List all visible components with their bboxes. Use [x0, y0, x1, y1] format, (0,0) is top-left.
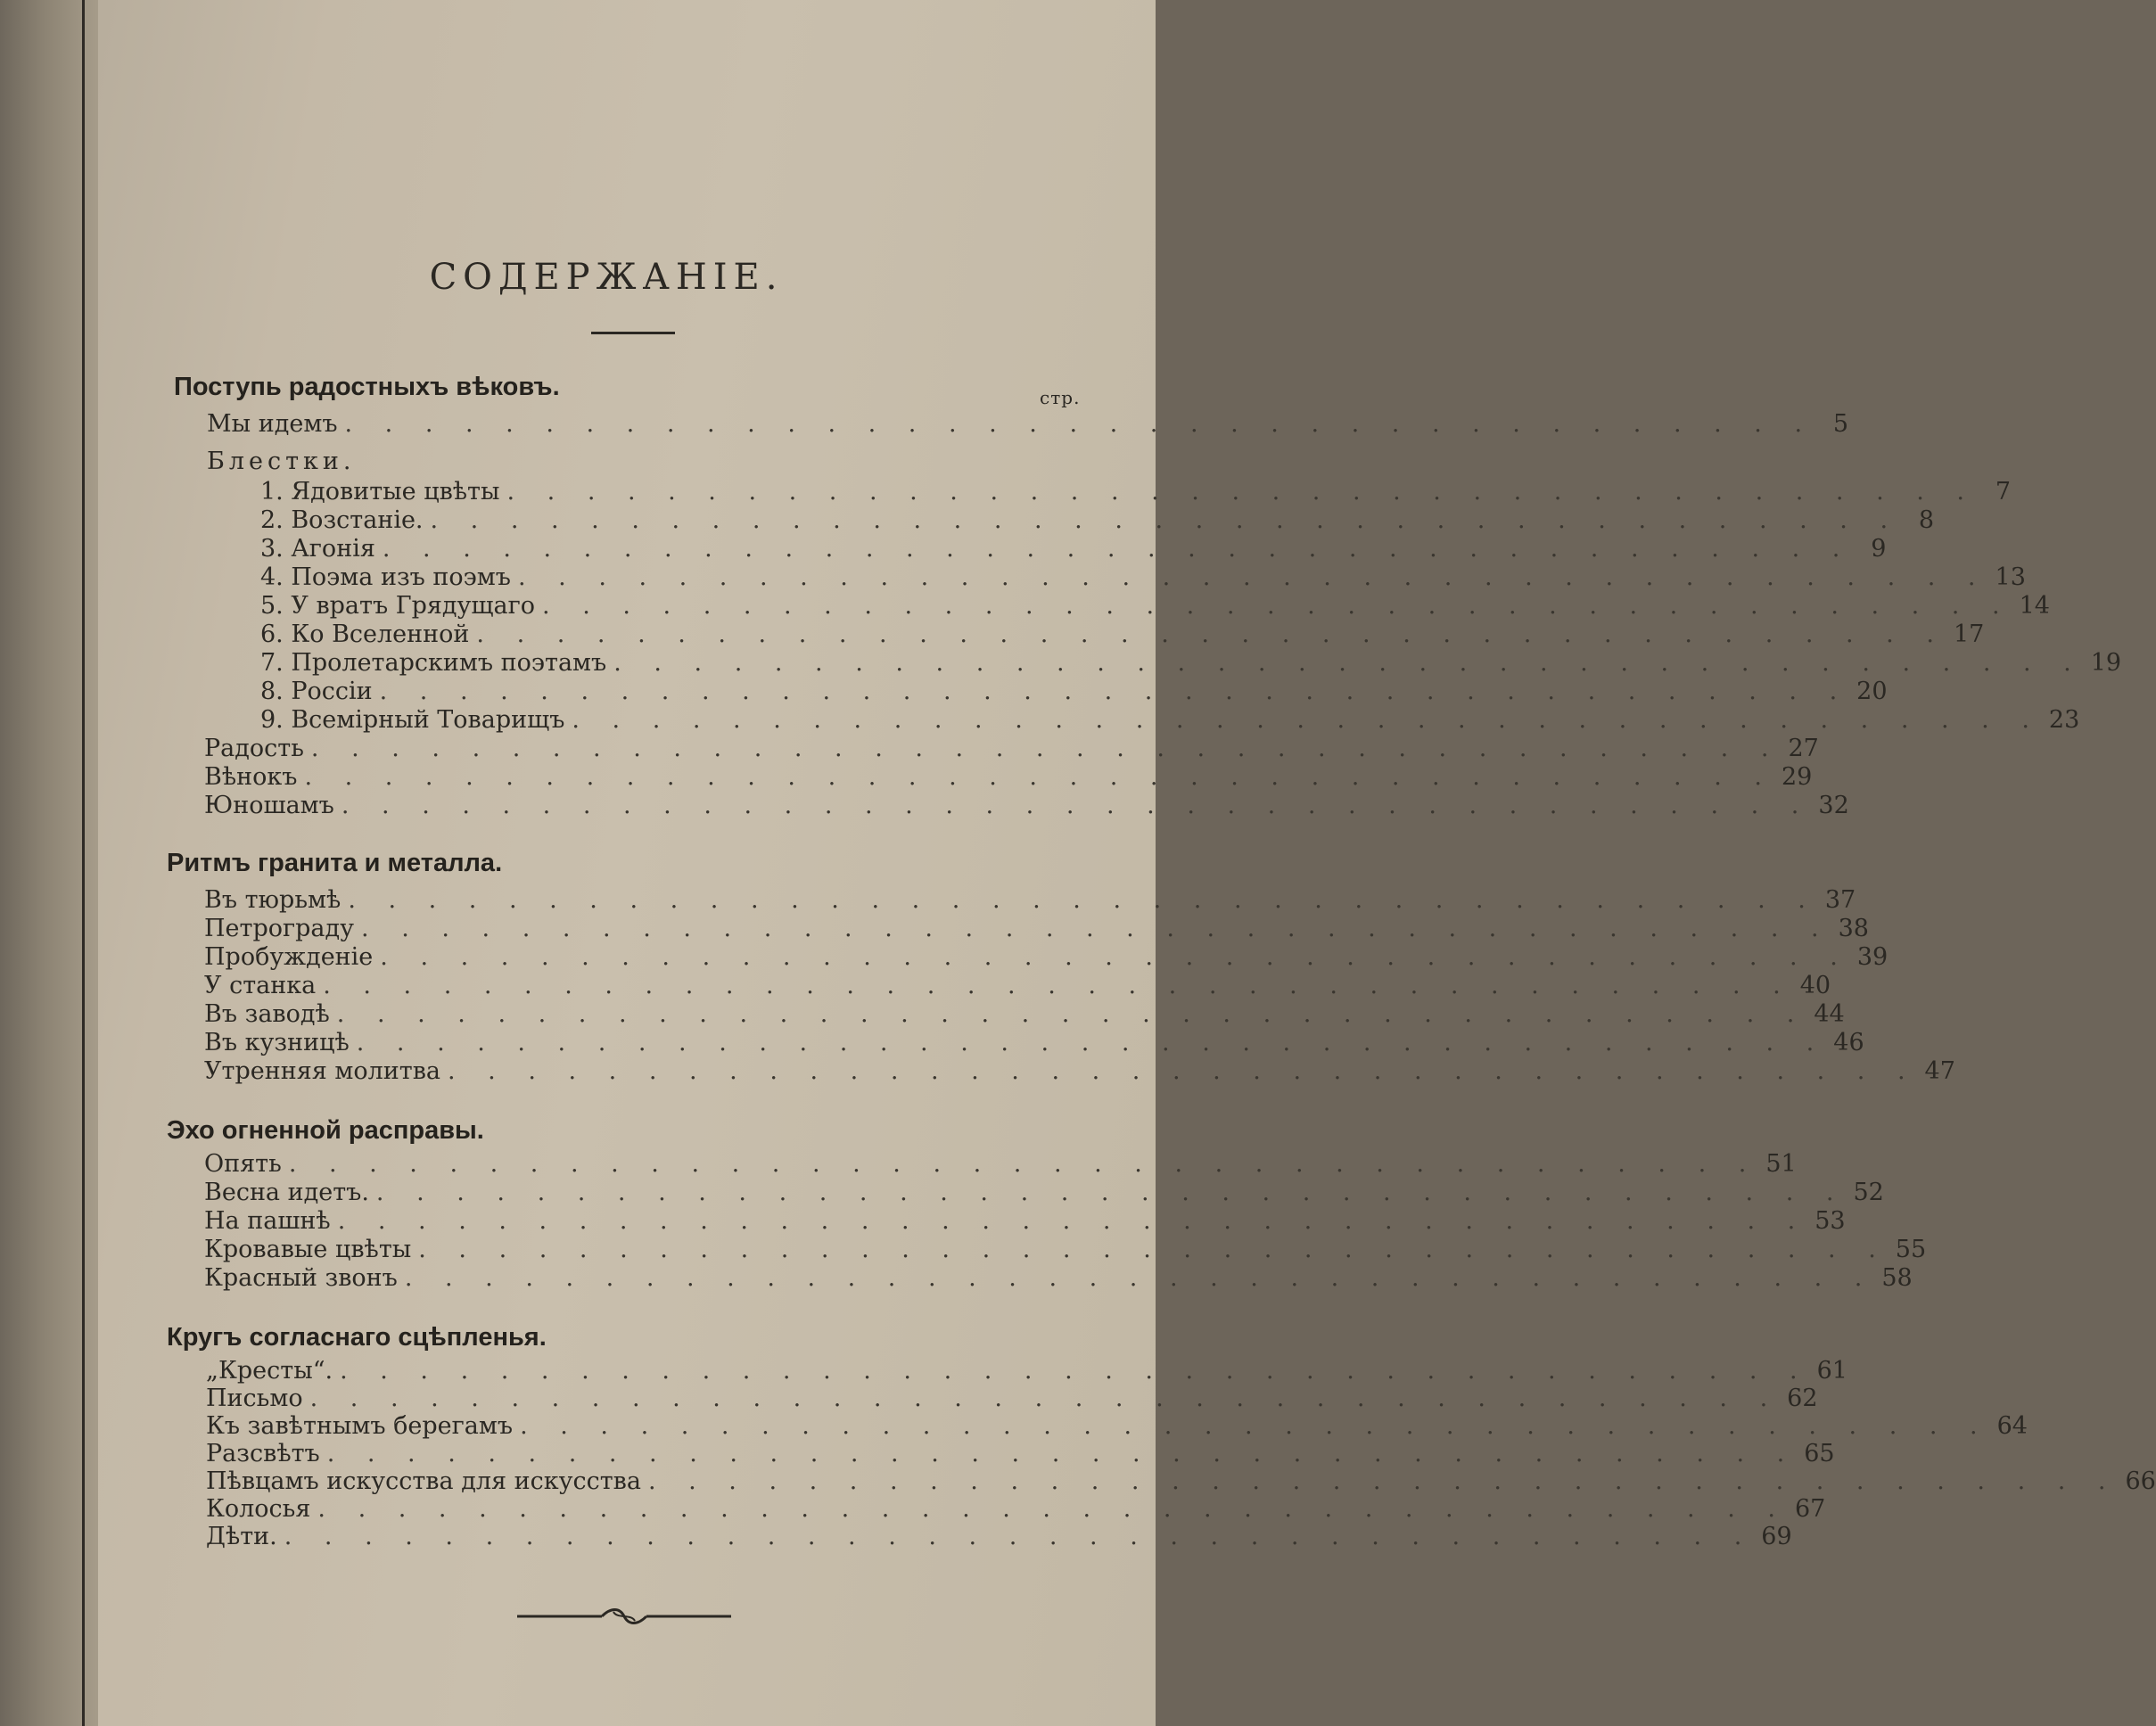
- entry-page: 67: [1794, 1495, 1826, 1523]
- dot-leader: . . . . . . . . . . . . . . . . . . . . . . . . . . . . . . . . . . . . .: [380, 943, 1850, 971]
- toc-entry[interactable]: [204, 763, 1813, 792]
- toc-entry[interactable]: [204, 972, 1831, 1000]
- dot-leader: . . . . . . . . . . . . . . . . . . . . . . . . . . . . . . . . . . . . .: [309, 1385, 1781, 1412]
- entry-page: 47: [1924, 1057, 1955, 1085]
- entry-label: 2. Возстаніе.: [260, 506, 424, 534]
- toc-entry[interactable]: [204, 1179, 1884, 1207]
- toc-entry[interactable]: [204, 792, 1849, 820]
- title-rule: [591, 332, 675, 334]
- dot-leader: . . . . . . . . . . . . . . . . . . . . . . . . . . . . . . . . . . . . .: [356, 1029, 1827, 1056]
- entry-page: 32: [1818, 792, 1849, 819]
- entry-page: 37: [1824, 886, 1856, 914]
- entry-page: 23: [2048, 706, 2080, 734]
- dot-leader: . . . . . . . . . . . . . . . . . . . . . . . . . . . . . . . . . . . . .: [448, 1057, 1918, 1085]
- dot-leader: . . . . . . . . . . . . . . . . . . . . . . . . . . . . . . . . . . . . .: [304, 763, 1774, 791]
- entry-label: 1. Ядовитые цвѣты: [260, 478, 500, 505]
- entry-page: 19: [2090, 649, 2122, 677]
- dot-leader: . . . . . . . . . . . . . . . . . . . . . . . . . . . . . . . . . . . . .: [341, 792, 1812, 819]
- dot-leader: . . . . . . . . . . . . . . . . . . . . . . . . . . . . . . . . . . . . .: [430, 506, 1901, 534]
- entry-label: Мы идемъ: [207, 410, 338, 438]
- toc-entry[interactable]: [260, 706, 2080, 735]
- toc-entry[interactable]: [204, 915, 1869, 943]
- entry-page: 39: [1856, 943, 1889, 971]
- toc-entry[interactable]: [204, 886, 1856, 915]
- toc-entry[interactable]: [204, 735, 1819, 763]
- section-title: Эхо огненной расправы.: [167, 1116, 484, 1145]
- dot-leader: . . . . . . . . . . . . . . . . . . . . . . . . . . . . . . . . . . . . .: [348, 886, 1818, 914]
- entry-label: Дѣти.: [206, 1523, 277, 1550]
- toc-entry[interactable]: [206, 1467, 2156, 1496]
- entry-page: 66: [2125, 1467, 2156, 1495]
- entry-page: 61: [1816, 1357, 1847, 1385]
- toc-entry[interactable]: [260, 478, 2012, 506]
- toc-entry[interactable]: [260, 535, 1887, 563]
- dot-leader: . . . . . . . . . . . . . . . . . . . . . . . . . . . . . . . . . . . . .: [288, 1150, 1759, 1178]
- entry-label: Въ заводѣ: [204, 1000, 330, 1028]
- entry-label: Утренняя молитва: [204, 1057, 440, 1085]
- entry-label: 3. Агонія: [260, 535, 375, 563]
- entry-page: 58: [1881, 1264, 1913, 1292]
- toc-entry[interactable]: [204, 1236, 1927, 1264]
- entry-label: Кровавые цвѣты: [204, 1236, 412, 1263]
- entry-label: Къ завѣтнымъ берегамъ: [206, 1412, 514, 1440]
- toc-entry[interactable]: [260, 592, 2050, 621]
- entry-page: 17: [1953, 621, 1985, 648]
- entry-label: Юношамъ: [204, 792, 334, 819]
- toc-entry[interactable]: [206, 1385, 1818, 1413]
- toc-entry[interactable]: [204, 1264, 1913, 1293]
- dot-leader: . . . . . . . . . . . . . . . . . . . . . . . . . . . . . . . . . . . . .: [520, 1412, 1990, 1440]
- toc-entry[interactable]: [204, 1000, 1845, 1029]
- entry-label: У станка: [204, 972, 317, 999]
- toc-entry[interactable]: [204, 1029, 1864, 1057]
- entry-page: 52: [1853, 1179, 1884, 1206]
- entry-page: 44: [1814, 1000, 1845, 1028]
- entry-label: 4. Поэма изъ поэмъ: [260, 563, 511, 591]
- section-title: Кругъ согласнаго сцѣпленья.: [167, 1323, 547, 1352]
- entry-page: 29: [1781, 763, 1813, 791]
- entry-page: 55: [1895, 1236, 1927, 1263]
- dot-leader: . . . . . . . . . . . . . . . . . . . . . . . . . . . . . . . . . . . . .: [542, 592, 2012, 620]
- entry-page: 64: [1996, 1412, 2028, 1440]
- toc-entry[interactable]: [206, 1523, 1792, 1551]
- toc-entry[interactable]: [206, 1440, 1835, 1468]
- toc-entry[interactable]: [206, 1357, 1847, 1385]
- dot-leader: . . . . . . . . . . . . . . . . . . . . . . . . . . . . . . . . . . . . .: [317, 1495, 1788, 1523]
- dot-leader: . . . . . . . . . . . . . . . . . . . . . . . . . . . . . . . . . . . . .: [572, 706, 2042, 734]
- entry-label: Опять: [204, 1150, 282, 1178]
- entry-label: 5. У вратъ Грядущаго: [260, 592, 536, 620]
- toc-entry[interactable]: [260, 506, 1935, 535]
- entry-page: 7: [1995, 478, 2012, 505]
- dot-leader: . . . . . . . . . . . . . . . . . . . . . . . . . . . . . . . . . . . . .: [375, 1179, 1847, 1206]
- page-title: СОДЕРЖАНІЕ.: [429, 257, 784, 298]
- entry-label: Въ кузницѣ: [204, 1029, 350, 1056]
- dot-leader: . . . . . . . . . . . . . . . . . . . . . . . . . . . . . . . . . . . . .: [344, 410, 1815, 438]
- entry-label: „Кресты“.: [206, 1357, 333, 1385]
- dot-leader: . . . . . . . . . . . . . . . . . . . . . . . . . . . . . . . . . . . . .: [361, 915, 1831, 942]
- dot-leader: . . . . . . . . . . . . . . . . . . . . . . . . . . . . . . . . . . . . .: [336, 1000, 1807, 1028]
- entry-label: 7. Пролетарскимъ поэтамъ: [260, 649, 607, 677]
- toc-entry[interactable]: [260, 649, 2122, 678]
- dot-leader: . . . . . . . . . . . . . . . . . . . . . . . . . . . . . . . . . . . . .: [404, 1264, 1875, 1292]
- dot-leader: . . . . . . . . . . . . . . . . . . . . . . . . . . . . . . . . . . . . .: [647, 1467, 2119, 1495]
- toc-entry[interactable]: [260, 621, 1985, 649]
- entry-label: Вѣнокъ: [204, 763, 298, 791]
- dot-leader: . . . . . . . . . . . . . . . . . . . . . . . . . . . . . . . . . . . . .: [613, 649, 2084, 677]
- entry-label: Колосья: [206, 1495, 311, 1523]
- spine-edge: [82, 0, 85, 1726]
- dot-leader: . . . . . . . . . . . . . . . . . . . . . . . . . . . . . . . . . . . . .: [382, 535, 1853, 563]
- entry-page: 14: [2019, 592, 2050, 620]
- dot-leader: . . . . . . . . . . . . . . . . . . . . . . . . . . . . . . . . . . . . .: [284, 1523, 1755, 1550]
- entry-label: 6. Ко Вселенной: [260, 621, 470, 648]
- entry-label: Весна идетъ.: [204, 1179, 369, 1206]
- toc-entry[interactable]: [260, 678, 1888, 706]
- dot-leader: . . . . . . . . . . . . . . . . . . . . . . . . . . . . . . . . . . . . .: [517, 563, 1988, 591]
- entry-page: 9: [1871, 535, 1887, 563]
- dot-leader: . . . . . . . . . . . . . . . . . . . . . . . . . . . . . . . . . . . . .: [506, 478, 1978, 505]
- entry-page: 20: [1856, 678, 1888, 705]
- page-column-label: стр.: [1040, 387, 1081, 408]
- entry-label: 9. Всемірный Товарищъ: [260, 706, 565, 734]
- dot-leader: . . . . . . . . . . . . . . . . . . . . . . . . . . . . . . . . . . . . .: [337, 1207, 1808, 1235]
- section-title: Ритмъ гранита и металла.: [167, 849, 503, 877]
- entry-label: Красный звонъ: [204, 1264, 398, 1292]
- entry-page: 5: [1832, 410, 1849, 438]
- entry-label: Пробужденіе: [204, 943, 374, 971]
- entry-label: 8. Россіи: [260, 678, 373, 705]
- entry-page: 46: [1833, 1029, 1864, 1056]
- dot-leader: . . . . . . . . . . . . . . . . . . . . . . . . . . . . . . . . . . . . .: [340, 1357, 1810, 1385]
- dot-leader: . . . . . . . . . . . . . . . . . . . . . . . . . . . . . . . . . . . . .: [379, 678, 1850, 705]
- entry-page: 27: [1788, 735, 1819, 762]
- entry-page: 38: [1838, 915, 1869, 942]
- toc-entry[interactable]: [206, 1412, 2028, 1441]
- entry-label: Въ тюрьмѣ: [204, 886, 342, 914]
- dot-leader: . . . . . . . . . . . . . . . . . . . . . . . . . . . . . . . . . . . . .: [323, 972, 1793, 999]
- entry-label: Разсвѣтъ: [206, 1440, 320, 1467]
- entry-label: Радость: [204, 735, 304, 762]
- entry-page: 51: [1765, 1150, 1797, 1178]
- dot-leader: . . . . . . . . . . . . . . . . . . . . . . . . . . . . . . . . . . . . .: [476, 621, 1946, 648]
- entry-page: 13: [1995, 563, 2026, 591]
- dot-leader: . . . . . . . . . . . . . . . . . . . . . . . . . . . . . . . . . . . . .: [326, 1440, 1798, 1467]
- entry-label: Петрограду: [204, 915, 355, 942]
- toc-entry[interactable]: [204, 943, 1889, 972]
- entry-page: 53: [1814, 1207, 1846, 1235]
- toc-entry[interactable]: [260, 563, 2026, 592]
- entry-label: Письмо: [206, 1385, 303, 1412]
- toc-entry[interactable]: [204, 1207, 1846, 1236]
- entry-page: 40: [1799, 972, 1831, 999]
- toc-entry[interactable]: [204, 1057, 1955, 1086]
- toc-entry[interactable]: [207, 410, 1849, 439]
- dot-leader: . . . . . . . . . . . . . . . . . . . . . . . . . . . . . . . . . . . . .: [310, 735, 1782, 762]
- entry-page: 65: [1804, 1440, 1835, 1467]
- entry-page: 8: [1918, 506, 1935, 534]
- subsection-title: Блестки.: [207, 448, 356, 475]
- section-title: Поступь радостныхъ вѣковъ.: [174, 373, 560, 401]
- entry-label: На пашнѣ: [204, 1207, 331, 1235]
- entry-label: Пѣвцамъ искусства для искусства: [206, 1467, 641, 1495]
- entry-page: 62: [1787, 1385, 1818, 1412]
- ornament-rule-icon: [517, 1603, 731, 1630]
- dot-leader: . . . . . . . . . . . . . . . . . . . . . . . . . . . . . . . . . . . . .: [418, 1236, 1889, 1263]
- toc-entry[interactable]: [206, 1495, 1826, 1524]
- toc-entry[interactable]: [204, 1150, 1797, 1179]
- entry-page: 69: [1761, 1523, 1792, 1550]
